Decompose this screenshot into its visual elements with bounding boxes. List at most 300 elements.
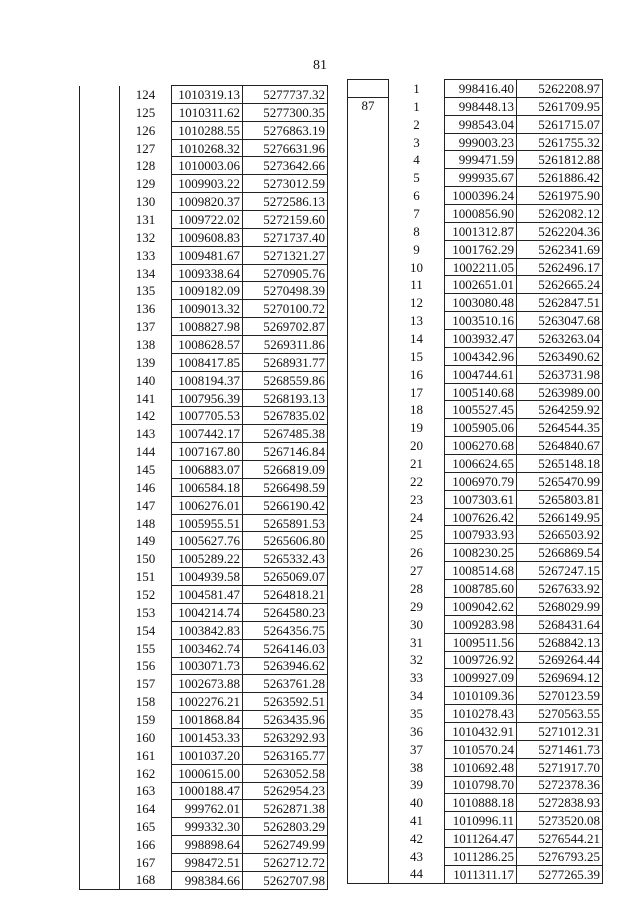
- parcel-cell: [348, 401, 389, 419]
- x-coordinate-cell: 1004744.61: [445, 365, 517, 383]
- table-row: [80, 461, 328, 479]
- parcel-cell: [80, 175, 120, 193]
- point-number-cell: 31: [389, 633, 445, 651]
- x-coordinate-cell: 1003071.73: [172, 657, 243, 675]
- y-coordinate-cell: 5267146.84: [243, 443, 328, 461]
- y-coordinate-cell: 5277300.35: [243, 103, 328, 121]
- y-coordinate-cell: 5272586.13: [243, 193, 328, 211]
- point-number-cell: 153: [120, 603, 172, 621]
- y-coordinate-cell: 5263731.98: [517, 365, 603, 383]
- y-coordinate-cell: 5266503.92: [517, 526, 603, 544]
- x-coordinate-cell: 998472.51: [172, 853, 243, 871]
- x-coordinate-cell: 1005627.76: [172, 532, 243, 550]
- x-coordinate-cell: 1011286.25: [445, 847, 517, 865]
- point-number-cell: 19: [389, 419, 445, 437]
- y-coordinate-cell: 5272159.60: [243, 211, 328, 229]
- parcel-cell: [348, 758, 389, 776]
- parcel-cell: [80, 764, 120, 782]
- y-coordinate-cell: 5262871.38: [243, 800, 328, 818]
- x-coordinate-cell: 1010268.32: [172, 139, 243, 157]
- y-coordinate-cell: 5262082.12: [517, 205, 603, 223]
- x-coordinate-cell: 1010003.06: [172, 157, 243, 175]
- point-number-cell: 146: [120, 478, 172, 496]
- x-coordinate-cell: 1000856.90: [445, 205, 517, 223]
- parcel-cell: [348, 115, 389, 133]
- point-number-cell: 168: [120, 871, 172, 889]
- table-row: [348, 169, 603, 187]
- table-row: [80, 211, 328, 229]
- table-row: [348, 276, 603, 294]
- y-coordinate-cell: 5268931.77: [243, 353, 328, 371]
- x-coordinate-cell: 1001453.33: [172, 728, 243, 746]
- parcel-cell: [80, 121, 120, 139]
- y-coordinate-cell: 5270905.76: [243, 264, 328, 282]
- table-row: [80, 407, 328, 425]
- point-number-cell: 8: [389, 222, 445, 240]
- table-row: [348, 472, 603, 490]
- y-coordinate-cell: 5263592.51: [243, 693, 328, 711]
- parcel-cell: [348, 437, 389, 455]
- y-coordinate-cell: 5263047.68: [517, 312, 603, 330]
- parcel-cell: [80, 211, 120, 229]
- y-coordinate-cell: 5273642.66: [243, 157, 328, 175]
- x-coordinate-cell: 1003510.16: [445, 312, 517, 330]
- table-row: [348, 722, 603, 740]
- point-number-cell: 126: [120, 121, 172, 139]
- x-coordinate-cell: 1001312.87: [445, 222, 517, 240]
- table-row: [348, 97, 603, 115]
- x-coordinate-cell: 1007626.42: [445, 508, 517, 526]
- y-coordinate-cell: 5276793.25: [517, 847, 603, 865]
- y-coordinate-cell: 5271321.27: [243, 246, 328, 264]
- table-row: [348, 597, 603, 615]
- point-number-cell: 20: [389, 437, 445, 455]
- point-number-cell: 33: [389, 669, 445, 687]
- parcel-cell: [80, 389, 120, 407]
- y-coordinate-cell: 5263165.77: [243, 746, 328, 764]
- table-row: [348, 419, 603, 437]
- table-row: [80, 693, 328, 711]
- parcel-cell: [348, 562, 389, 580]
- table-row: [80, 728, 328, 746]
- y-coordinate-cell: 5269311.86: [243, 336, 328, 354]
- page-number: 81: [313, 58, 327, 73]
- y-coordinate-cell: 5262496.17: [517, 258, 603, 276]
- point-number-cell: 134: [120, 264, 172, 282]
- parcel-cell: [348, 776, 389, 794]
- table-row: [80, 246, 328, 264]
- y-coordinate-cell: 5263490.62: [517, 347, 603, 365]
- table-row: [348, 812, 603, 830]
- x-coordinate-cell: 1002673.88: [172, 675, 243, 693]
- x-coordinate-cell: 1010798.70: [445, 776, 517, 794]
- parcel-cell: [348, 365, 389, 383]
- parcel-cell: [348, 669, 389, 687]
- table-row: [348, 401, 603, 419]
- x-coordinate-cell: 998543.04: [445, 115, 517, 133]
- point-number-cell: 137: [120, 318, 172, 336]
- x-coordinate-cell: 1006584.18: [172, 478, 243, 496]
- point-number-cell: 21: [389, 455, 445, 473]
- x-coordinate-cell: 1002276.21: [172, 693, 243, 711]
- x-coordinate-cell: 1008514.68: [445, 562, 517, 580]
- parcel-cell: [80, 478, 120, 496]
- x-coordinate-cell: 1010319.13: [172, 86, 243, 104]
- parcel-cell: [80, 407, 120, 425]
- parcel-cell: [348, 187, 389, 205]
- table-row: [80, 371, 328, 389]
- y-coordinate-cell: 5276544.21: [517, 830, 603, 848]
- table-row: [348, 383, 603, 401]
- point-number-cell: 165: [120, 818, 172, 836]
- parcel-cell: [80, 193, 120, 211]
- parcel-cell: [348, 205, 389, 223]
- x-coordinate-cell: 1007442.17: [172, 425, 243, 443]
- table-row: [348, 651, 603, 669]
- point-number-cell: 17: [389, 383, 445, 401]
- point-number-cell: 164: [120, 800, 172, 818]
- x-coordinate-cell: 1006970.79: [445, 472, 517, 490]
- y-coordinate-cell: 5265332.43: [243, 550, 328, 568]
- parcel-cell: [348, 330, 389, 348]
- parcel-cell: [80, 371, 120, 389]
- x-coordinate-cell: 1007167.80: [172, 443, 243, 461]
- point-number-cell: 10: [389, 258, 445, 276]
- x-coordinate-cell: 999003.23: [445, 133, 517, 151]
- parcel-cell: [80, 621, 120, 639]
- y-coordinate-cell: 5277265.39: [517, 865, 603, 883]
- table-row: [348, 240, 603, 258]
- table-row: [80, 389, 328, 407]
- y-coordinate-cell: 5265148.18: [517, 455, 603, 473]
- point-number-cell: 141: [120, 389, 172, 407]
- point-number-cell: 18: [389, 401, 445, 419]
- y-coordinate-cell: 5270563.55: [517, 705, 603, 723]
- point-number-cell: 156: [120, 657, 172, 675]
- parcel-cell: [80, 711, 120, 729]
- x-coordinate-cell: 1001762.29: [445, 240, 517, 258]
- y-coordinate-cell: 5264580.23: [243, 603, 328, 621]
- point-number-cell: 38: [389, 758, 445, 776]
- x-coordinate-cell: 1005140.68: [445, 383, 517, 401]
- parcel-cell: [80, 496, 120, 514]
- parcel-cell: [80, 639, 120, 657]
- x-coordinate-cell: 1006276.01: [172, 496, 243, 514]
- parcel-cell: [348, 687, 389, 705]
- y-coordinate-cell: 5277737.32: [243, 86, 328, 104]
- y-coordinate-cell: 5268559.86: [243, 371, 328, 389]
- parcel-cell: [348, 294, 389, 312]
- table-row: [80, 514, 328, 532]
- table-row: [348, 205, 603, 223]
- table-row: [80, 818, 328, 836]
- x-coordinate-cell: 1005527.45: [445, 401, 517, 419]
- x-coordinate-cell: 1006883.07: [172, 461, 243, 479]
- point-number-cell: 34: [389, 687, 445, 705]
- table-row: [348, 133, 603, 151]
- parcel-cell: [348, 865, 389, 883]
- parcel-cell: [80, 103, 120, 121]
- point-number-cell: 4: [389, 151, 445, 169]
- point-number-cell: 1: [389, 97, 445, 115]
- table-row: [80, 139, 328, 157]
- point-number-cell: 5: [389, 169, 445, 187]
- table-row: [80, 443, 328, 461]
- table-row: [80, 675, 328, 693]
- table-row: [348, 794, 603, 812]
- parcel-cell: [80, 157, 120, 175]
- x-coordinate-cell: 1008194.37: [172, 371, 243, 389]
- x-coordinate-cell: 1008628.57: [172, 336, 243, 354]
- x-coordinate-cell: 1009283.98: [445, 615, 517, 633]
- y-coordinate-cell: 5264259.92: [517, 401, 603, 419]
- parcel-cell: [80, 228, 120, 246]
- table-row: [348, 740, 603, 758]
- point-number-cell: 43: [389, 847, 445, 865]
- table-row: [348, 633, 603, 651]
- x-coordinate-cell: 998416.40: [445, 80, 517, 98]
- point-number-cell: 142: [120, 407, 172, 425]
- parcel-cell: [348, 490, 389, 508]
- x-coordinate-cell: 1005905.06: [445, 419, 517, 437]
- table-row: [348, 222, 603, 240]
- y-coordinate-cell: 5268193.13: [243, 389, 328, 407]
- y-coordinate-cell: 5276631.96: [243, 139, 328, 157]
- x-coordinate-cell: 1009726.92: [445, 651, 517, 669]
- y-coordinate-cell: 5266190.42: [243, 496, 328, 514]
- table-row: [348, 544, 603, 562]
- table-row: [80, 657, 328, 675]
- y-coordinate-cell: 5269694.12: [517, 669, 603, 687]
- table-row: [348, 312, 603, 330]
- point-number-cell: 27: [389, 562, 445, 580]
- point-number-cell: 157: [120, 675, 172, 693]
- y-coordinate-cell: 5272838.93: [517, 794, 603, 812]
- y-coordinate-cell: 5273520.08: [517, 812, 603, 830]
- y-coordinate-cell: 5271917.70: [517, 758, 603, 776]
- x-coordinate-cell: 1010311.62: [172, 103, 243, 121]
- table-row: [348, 705, 603, 723]
- x-coordinate-cell: 1005289.22: [172, 550, 243, 568]
- point-number-cell: 37: [389, 740, 445, 758]
- y-coordinate-cell: 5269702.87: [243, 318, 328, 336]
- point-number-cell: 136: [120, 300, 172, 318]
- parcel-cell: [348, 455, 389, 473]
- table-row: [348, 80, 603, 98]
- x-coordinate-cell: 1010996.11: [445, 812, 517, 830]
- point-number-cell: 132: [120, 228, 172, 246]
- point-number-cell: 139: [120, 353, 172, 371]
- y-coordinate-cell: 5266149.95: [517, 508, 603, 526]
- x-coordinate-cell: 1010109.36: [445, 687, 517, 705]
- parcel-cell: [80, 568, 120, 586]
- y-coordinate-cell: 5265069.07: [243, 568, 328, 586]
- point-number-cell: 133: [120, 246, 172, 264]
- y-coordinate-cell: 5261715.07: [517, 115, 603, 133]
- parcel-cell: [348, 240, 389, 258]
- x-coordinate-cell: 1009820.37: [172, 193, 243, 211]
- parcel-cell: [348, 347, 389, 365]
- point-number-cell: 145: [120, 461, 172, 479]
- y-coordinate-cell: 5271737.40: [243, 228, 328, 246]
- x-coordinate-cell: 1006624.65: [445, 455, 517, 473]
- table-row: [348, 562, 603, 580]
- table-row: [80, 175, 328, 193]
- point-number-cell: 127: [120, 139, 172, 157]
- x-coordinate-cell: 1007956.39: [172, 389, 243, 407]
- point-number-cell: 6: [389, 187, 445, 205]
- x-coordinate-cell: 1008417.85: [172, 353, 243, 371]
- parcel-cell: [348, 705, 389, 723]
- x-coordinate-cell: 1010432.91: [445, 722, 517, 740]
- y-coordinate-cell: 5262954.23: [243, 782, 328, 800]
- y-coordinate-cell: 5261886.42: [517, 169, 603, 187]
- point-number-cell: 149: [120, 532, 172, 550]
- table-row: [348, 615, 603, 633]
- point-number-cell: 29: [389, 597, 445, 615]
- point-number-cell: 166: [120, 836, 172, 854]
- x-coordinate-cell: 1001868.84: [172, 711, 243, 729]
- point-number-cell: 28: [389, 580, 445, 598]
- point-number-cell: 147: [120, 496, 172, 514]
- table-row: [348, 526, 603, 544]
- table-row: [80, 282, 328, 300]
- table-row: [348, 669, 603, 687]
- point-number-cell: 159: [120, 711, 172, 729]
- point-number-cell: 44: [389, 865, 445, 883]
- y-coordinate-cell: 5273012.59: [243, 175, 328, 193]
- y-coordinate-cell: 5271461.73: [517, 740, 603, 758]
- table-row: [348, 758, 603, 776]
- parcel-cell: [348, 312, 389, 330]
- parcel-cell: [348, 615, 389, 633]
- parcel-cell: [348, 222, 389, 240]
- y-coordinate-cell: 5270100.72: [243, 300, 328, 318]
- point-number-cell: 3: [389, 133, 445, 151]
- x-coordinate-cell: 1009903.22: [172, 175, 243, 193]
- point-number-cell: 26: [389, 544, 445, 562]
- x-coordinate-cell: 1009042.62: [445, 597, 517, 615]
- point-number-cell: 162: [120, 764, 172, 782]
- parcel-cell: [348, 508, 389, 526]
- point-number-cell: 151: [120, 568, 172, 586]
- point-number-cell: 1: [389, 80, 445, 98]
- x-coordinate-cell: 1006270.68: [445, 437, 517, 455]
- table-row: [80, 782, 328, 800]
- x-coordinate-cell: 998448.13: [445, 97, 517, 115]
- x-coordinate-cell: 999332.30: [172, 818, 243, 836]
- parcel-cell: [348, 472, 389, 490]
- point-number-cell: 23: [389, 490, 445, 508]
- parcel-cell: [80, 443, 120, 461]
- x-coordinate-cell: 1009927.09: [445, 669, 517, 687]
- parcel-cell: [80, 746, 120, 764]
- point-number-cell: 160: [120, 728, 172, 746]
- point-number-cell: 155: [120, 639, 172, 657]
- right-coordinate-table: [347, 79, 603, 884]
- parcel-cell: [80, 353, 120, 371]
- parcel-cell: [80, 836, 120, 854]
- point-number-cell: 148: [120, 514, 172, 532]
- y-coordinate-cell: 5264356.75: [243, 621, 328, 639]
- y-coordinate-cell: 5264146.03: [243, 639, 328, 657]
- point-number-cell: 35: [389, 705, 445, 723]
- point-number-cell: 140: [120, 371, 172, 389]
- table-row: [348, 455, 603, 473]
- point-number-cell: 9: [389, 240, 445, 258]
- table-row: [80, 639, 328, 657]
- y-coordinate-cell: 5263946.62: [243, 657, 328, 675]
- point-number-cell: 25: [389, 526, 445, 544]
- parcel-cell: [80, 425, 120, 443]
- parcel-cell: [80, 586, 120, 604]
- table-row: [348, 365, 603, 383]
- table-row: [80, 586, 328, 604]
- y-coordinate-cell: 5272378.36: [517, 776, 603, 794]
- parcel-cell: [348, 722, 389, 740]
- point-number-cell: 167: [120, 853, 172, 871]
- x-coordinate-cell: 1003462.74: [172, 639, 243, 657]
- y-coordinate-cell: 5276863.19: [243, 121, 328, 139]
- parcel-cell: [80, 550, 120, 568]
- parcel-cell: [80, 300, 120, 318]
- parcel-cell: [80, 264, 120, 282]
- x-coordinate-cell: 1003080.48: [445, 294, 517, 312]
- y-coordinate-cell: 5264818.21: [243, 586, 328, 604]
- table-row: [80, 746, 328, 764]
- y-coordinate-cell: 5263761.28: [243, 675, 328, 693]
- parcel-cell: [348, 597, 389, 615]
- y-coordinate-cell: 5263989.00: [517, 383, 603, 401]
- point-number-cell: 7: [389, 205, 445, 223]
- x-coordinate-cell: 1000615.00: [172, 764, 243, 782]
- x-coordinate-cell: 1004581.47: [172, 586, 243, 604]
- point-number-cell: 40: [389, 794, 445, 812]
- parcel-cell: [80, 246, 120, 264]
- x-coordinate-cell: 1010692.48: [445, 758, 517, 776]
- table-row: [80, 568, 328, 586]
- table-row: [80, 103, 328, 121]
- point-number-cell: 32: [389, 651, 445, 669]
- parcel-cell: [348, 633, 389, 651]
- point-number-cell: 144: [120, 443, 172, 461]
- parcel-cell: [348, 169, 389, 187]
- point-number-cell: 124: [120, 86, 172, 104]
- x-coordinate-cell: 1002211.05: [445, 258, 517, 276]
- x-coordinate-cell: 1004342.96: [445, 347, 517, 365]
- point-number-cell: 128: [120, 157, 172, 175]
- table-row: [348, 258, 603, 276]
- x-coordinate-cell: 1004939.58: [172, 568, 243, 586]
- table-row: [80, 711, 328, 729]
- point-number-cell: 30: [389, 615, 445, 633]
- parcel-cell: [348, 383, 389, 401]
- y-coordinate-cell: 5270498.39: [243, 282, 328, 300]
- x-coordinate-cell: 1009182.09: [172, 282, 243, 300]
- table-row: [80, 228, 328, 246]
- table-row: [348, 330, 603, 348]
- table-row: [80, 496, 328, 514]
- point-number-cell: 24: [389, 508, 445, 526]
- point-number-cell: 143: [120, 425, 172, 443]
- x-coordinate-cell: 1010570.24: [445, 740, 517, 758]
- table-row: [80, 193, 328, 211]
- table-row: [80, 836, 328, 854]
- table-row: [80, 300, 328, 318]
- point-number-cell: 16: [389, 365, 445, 383]
- x-coordinate-cell: 998898.64: [172, 836, 243, 854]
- x-coordinate-cell: 1008230.25: [445, 544, 517, 562]
